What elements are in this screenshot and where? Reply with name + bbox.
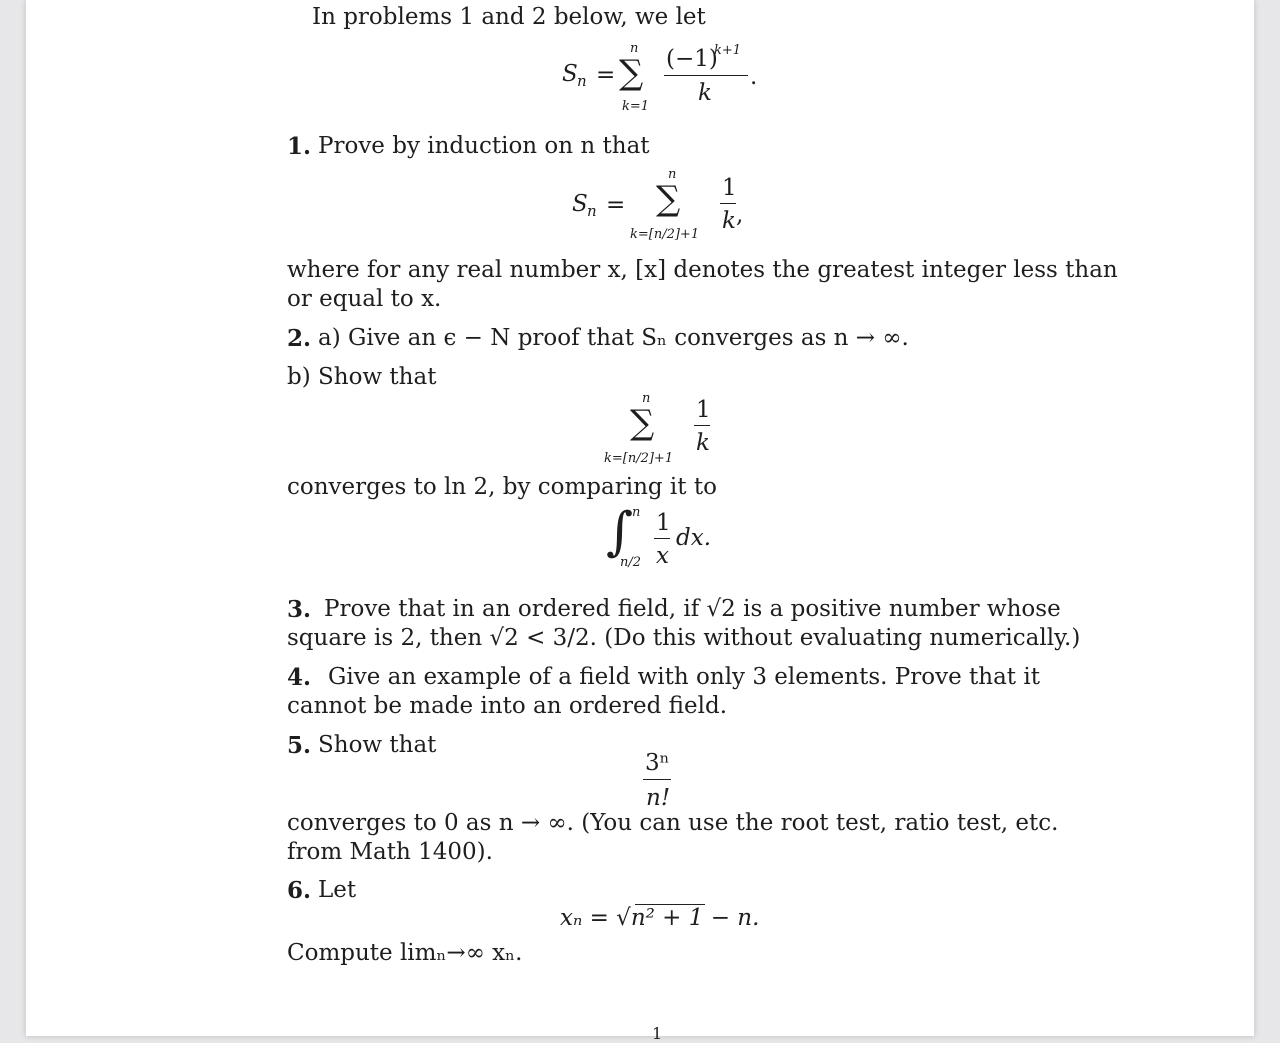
problem-6-text: Let [318, 877, 357, 903]
denominator: x [656, 543, 669, 569]
problem-3-number: 3. [287, 596, 312, 623]
sum-lower: k=[n/2]+1 [604, 451, 674, 466]
problem-4-line-1: Give an example of a field with only 3 elements. Prove that it [328, 664, 1040, 690]
eq-equals: = [606, 192, 626, 218]
problem-5-text: Show that [318, 732, 437, 758]
integral-lower: n/2 [620, 555, 642, 570]
problem-2a-text: a) Give an ϵ − N proof that Sₙ converges as n → ∞. [318, 325, 909, 351]
numerator: 1 [696, 397, 711, 423]
fraction-bar [654, 538, 670, 539]
problem-2b-compare-text: converges to ln 2, by comparing it to [287, 474, 717, 500]
problem-4-line-2: cannot be made into an ordered field. [287, 693, 727, 719]
numerator: 3ⁿ [645, 750, 670, 776]
sum-upper: n [630, 41, 639, 56]
denominator: k [698, 80, 712, 106]
sum-upper: n [642, 391, 651, 406]
sum-lower: k=[n/2]+1 [630, 227, 700, 242]
problem-5-line-1: converges to 0 as n → ∞. (You can use the root test, ratio test, etc. [287, 810, 1059, 836]
problem-1-where-line-1: where for any real number x, [x] denotes the greatest integer less than [287, 257, 1118, 283]
denominator: k [722, 208, 736, 234]
integral-upper: n [632, 505, 641, 520]
summation-icon: ∑ [619, 53, 644, 93]
problem-3-line-1: Prove that in an ordered field, if √2 is a positive number whose [324, 596, 1061, 622]
eq-lhs: S [572, 191, 588, 217]
fraction-bar [694, 425, 710, 426]
eq-lhs-sub: n [587, 202, 597, 220]
problem-1-number: 1. [287, 133, 312, 160]
summation-icon: ∑ [656, 179, 681, 219]
problem-2b-text: b) Show that [287, 364, 437, 390]
numerator: 1 [722, 175, 737, 201]
fraction-bar [643, 779, 671, 780]
fraction-bar [720, 203, 736, 204]
eq-equals: = [596, 62, 616, 88]
problem-4-number: 4. [287, 664, 312, 691]
eq-lhs-sub: n [577, 72, 587, 90]
numerator-exponent: k+1 [714, 43, 742, 58]
numerator: (−1) [666, 46, 718, 72]
denominator: k [696, 430, 710, 456]
problem-6-compute: Compute limₙ→∞ xₙ. [287, 940, 523, 966]
page-number: 1 [652, 1024, 663, 1043]
summation-icon: ∑ [630, 403, 655, 443]
problem-1-text: Prove by induction on n that [318, 133, 650, 159]
sum-lower: k=1 [622, 99, 650, 114]
problem-2-number: 2. [287, 325, 312, 352]
numerator: 1 [656, 510, 671, 536]
equation-problem-6: xₙ = √n² + 1 − n. [560, 905, 760, 931]
eq-trail: , [736, 202, 744, 228]
intro-text: In problems 1 and 2 below, we let [312, 4, 706, 30]
eq-lhs: S [562, 61, 578, 87]
problem-5-number: 5. [287, 732, 312, 759]
denominator: n! [646, 785, 671, 811]
fraction-bar [664, 75, 748, 76]
problem-5-line-2: from Math 1400). [287, 839, 493, 865]
sqrt-overline [635, 904, 705, 905]
problem-6-number: 6. [287, 877, 312, 904]
document-page [26, 0, 1254, 1043]
eq-trail: . [750, 64, 758, 90]
problem-3-line-2: square is 2, then √2 < 3/2. (Do this without evaluating numerically.) [287, 625, 1081, 651]
differential: dx. [676, 525, 712, 551]
sum-upper: n [668, 167, 677, 182]
problem-1-where-line-2: or equal to x. [287, 286, 442, 312]
integral-icon: ∫ [606, 502, 634, 562]
